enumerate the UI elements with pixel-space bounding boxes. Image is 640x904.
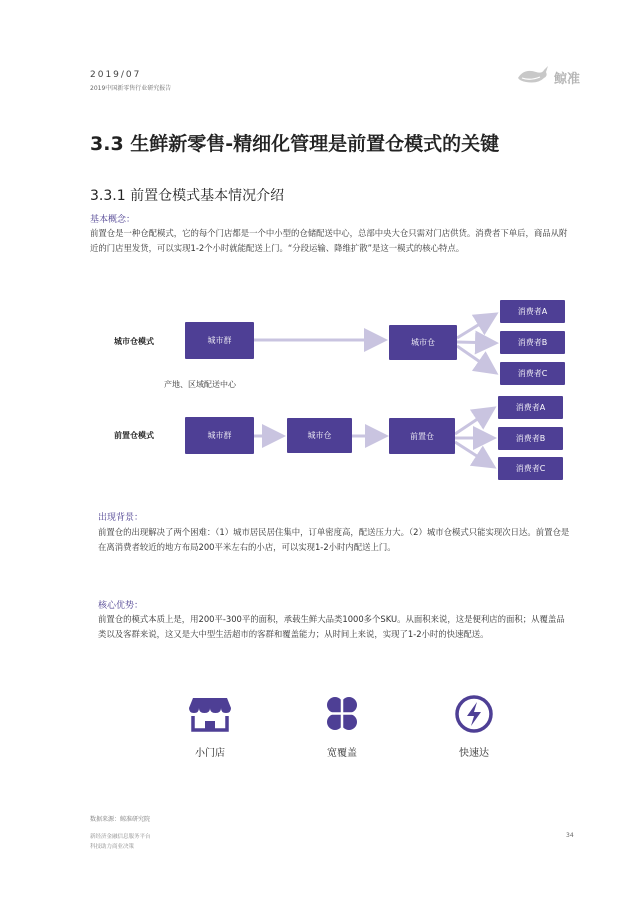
origin-distribution-note: 产地、区域配送中心: [164, 380, 236, 389]
brand-logo: [516, 64, 586, 88]
small-store-label: 小门店: [195, 748, 225, 759]
row2-city-warehouse-box: 城市仓: [287, 418, 352, 453]
data-source: 数据来源：鲸准研究院: [90, 816, 151, 823]
row1-city-cluster-box: 城市群: [185, 322, 254, 359]
subsection-title: 3.3.1 前置仓模式基本情况介绍: [90, 188, 285, 204]
advantages-label: 核心优势：: [98, 601, 144, 611]
basic-concept-text: 前置仓是一种仓配模式，它的每个门店都是一个中小型的仓储配送中心，总部中央大仓只需对门店供货。消费者下单后，商品从附近的门店里发货，可以实现1-2个小时就能配送上门。“分段运输、降维扩散”是这一模式的核心特点。: [90, 228, 568, 253]
background-text: 前置仓的出现解决了两个困难：（1）城市居民居住集中，订单密度高，配送压力大。（2）城市仓模式只能实现次日达。前置仓是在离消费者较近的地方布局200平米左右的小店，可以实现1-2小时内配送上门。: [98, 527, 570, 552]
row2-consumer-c-box: 消费者C: [498, 457, 563, 480]
row1-city-warehouse-box: 城市仓: [389, 325, 457, 360]
small-store-item: [185, 694, 235, 734]
section-title: 3.3 生鲜新零售-精细化管理是前置仓模式的关键: [90, 133, 500, 155]
store-icon: [185, 694, 235, 734]
wide-coverage-item: [317, 694, 367, 734]
logo-text: 鲸准: [554, 72, 581, 87]
report-date: 2019/07: [90, 70, 142, 80]
basic-concept-label: 基本概念：: [90, 215, 136, 225]
footer-slogan-1: 新经济金融信息服务平台: [90, 834, 151, 840]
row2-consumer-a-box: 消费者A: [498, 396, 563, 419]
row2-front-warehouse-box: 前置仓: [389, 418, 455, 454]
footer-slogan-2: 科技助力商业决策: [90, 844, 135, 850]
report-subtitle: 2019中国新零售行业研究报告: [90, 85, 172, 92]
clover-icon: [317, 694, 367, 734]
row1-consumer-c-box: 消费者C: [500, 362, 565, 385]
lightning-icon: [449, 694, 499, 734]
wide-coverage-label: 宽覆盖: [327, 748, 357, 759]
advantages-text: 前置仓的模式本质上是，用200平-300平的面积，承载生鲜大品类1000多个SKU。从面积来说，这是便利店的面积；从覆盖品类以及客群来说，这又是大中型生活超市的客群和覆盖能力；从时间上来说，实现了1-2小时的快速配送。: [98, 614, 565, 639]
row1-consumer-a-box: 消费者A: [500, 300, 565, 323]
page-number: 34: [566, 832, 574, 839]
warehouse-model-diagram: [0, 290, 640, 490]
background-label: 出现背景：: [98, 513, 144, 523]
fast-delivery-label: 快速达: [459, 748, 489, 759]
fast-delivery-item: [449, 694, 499, 734]
row1-consumer-b-box: 消费者B: [500, 331, 565, 354]
row2-consumer-b-box: 消费者B: [498, 427, 563, 450]
row2-city-cluster-box: 城市群: [185, 417, 254, 454]
city-warehouse-model-label: 城市仓模式: [114, 337, 154, 346]
whale-logo-icon: [516, 64, 550, 86]
front-warehouse-model-label: 前置仓模式: [114, 431, 154, 440]
